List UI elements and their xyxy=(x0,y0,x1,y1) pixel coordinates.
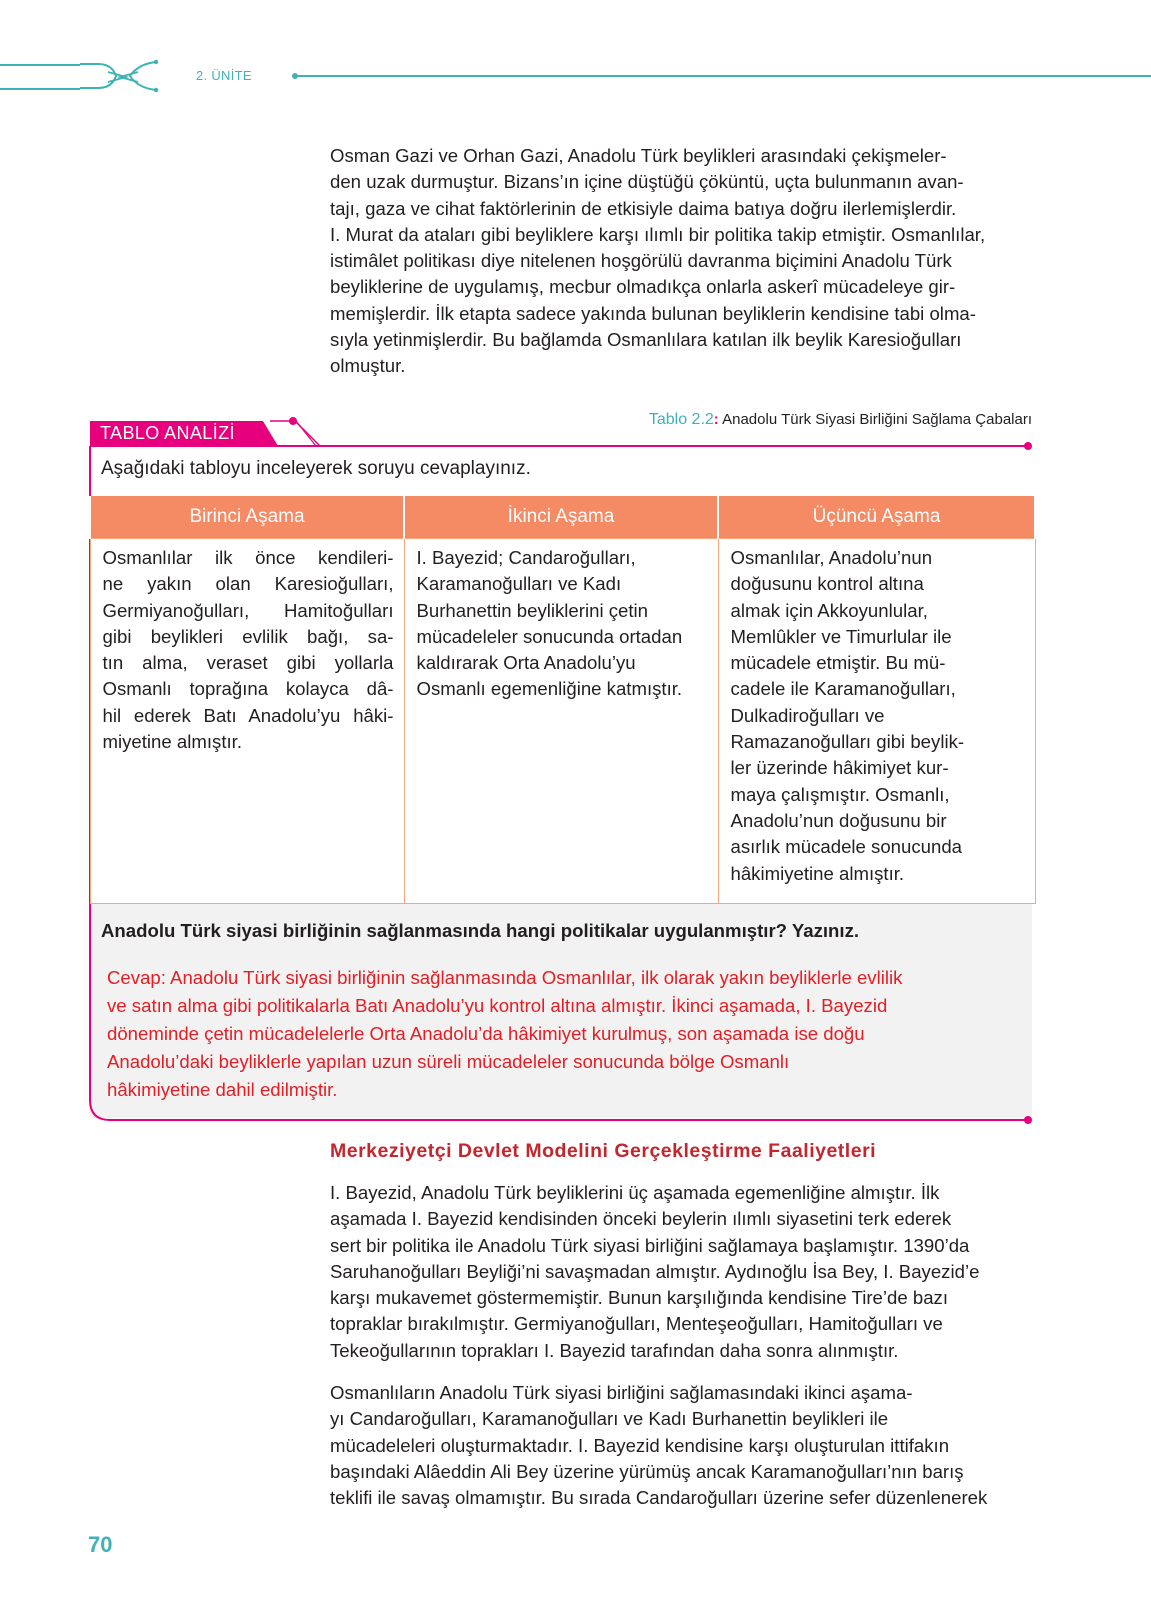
table-header-stage-3: Üçüncü Aşama xyxy=(718,496,1035,539)
cell-line: Osmanlı egemenliğine katmıştır. xyxy=(416,678,683,700)
section-heading: Merkeziyetçi Devlet Modelini Gerçekleştirme Faaliyetleri xyxy=(330,1140,877,1162)
analysis-answer xyxy=(107,964,997,1104)
cell-line: mücadele etmiştir. Bu mü- xyxy=(730,652,946,674)
cell-line: hil ederek Batı Anadolu’yu hâki- xyxy=(102,704,394,726)
paragraph-line: sert bir politika ile Anadolu Türk siyasi birliğini sağlamaya başlamıştır. 1390’da xyxy=(330,1234,970,1256)
answer-line: hâkimiyetine dahil edilmiştir. xyxy=(107,1079,338,1100)
cell-line: mücadeleler sonucunda ortadan xyxy=(416,625,683,647)
cell-line: Karamanoğulları ve Kadı xyxy=(416,573,622,595)
unit-label: 2. ÜNİTE xyxy=(196,68,252,83)
cell-line: Germiyanoğulları, Hamitoğulları xyxy=(102,599,394,621)
answer-line: Anadolu’daki beyliklerle yapılan uzun süreli mücadeleler sonucunda bölge Osmanlı xyxy=(107,1051,790,1072)
table-caption xyxy=(560,411,1032,429)
intro-line: sıyla yetinmişlerdir. Bu bağlamda Osmanlılara katılan ilk beylik Karesioğulları xyxy=(330,329,962,351)
table-cell-stage-3 xyxy=(718,539,1035,904)
analysis-tab-label: TABLO ANALİZİ xyxy=(100,423,235,443)
table-header-stage-2: İkinci Aşama xyxy=(404,496,718,539)
paragraph-line: mücadeleleri oluşturmaktadır. I. Bayezid kendisine karşı oluşturulan ittifakın xyxy=(330,1434,950,1456)
intro-line: beyliklerine de uygulamış, mecbur olmadıkça onlarla askerî mücadeleye gir- xyxy=(330,276,956,298)
paragraph-line: karşı mukavemet göstermemiştir. Bunun karşılığında kendisine Tire’de bazı xyxy=(330,1287,949,1309)
cell-line: Osmanlı toprağına kolayca dâ- xyxy=(102,678,394,700)
cell-line: hâkimiyetine almıştır. xyxy=(730,862,905,884)
cell-line: tın alma, veraset gibi yollarla xyxy=(102,652,394,674)
cell-line: maya çalışmıştır. Osmanlı, xyxy=(730,783,950,805)
answer-line: ve satın alma gibi politikalarla Batı Anadolu’yu kontrol altına almıştır. İkinci aşamada, I. Bayezid xyxy=(107,995,888,1016)
analysis-instruction: Aşağıdaki tabloyu inceleyerek soruyu cevaplayınız. xyxy=(101,458,531,479)
intro-line: I. Murat da ataları gibi beyliklere karşı ılımlı bir politika takip etmiştir. Osmanlılar, xyxy=(330,223,986,245)
intro-line: tajı, gaza ve cihat faktörlerinin de etkisiyle daima batıya doğru ilerlemişlerdir. xyxy=(330,197,957,219)
answer-line: döneminde çetin mücadelelerle Orta Anadolu’da hâkimiyet kurulmuş, son aşamada ise doğu xyxy=(107,1023,865,1044)
table-cell-stage-2 xyxy=(404,539,718,904)
cell-line: ler üzerinde hâkimiyet kur- xyxy=(730,757,949,779)
cell-line: asırlık mücadele sonucunda xyxy=(730,836,963,858)
table-cell-stage-1 xyxy=(90,539,404,904)
stages-table xyxy=(89,496,1036,904)
cell-line: kaldırarak Orta Anadolu’yu xyxy=(416,652,636,674)
paragraph-line: I. Bayezid, Anadolu Türk beyliklerini üç aşamada egemenliğine almıştır. İlk xyxy=(330,1182,940,1203)
paragraph-line: Osmanlıların Anadolu Türk siyasi birliğini sağlamasındaki ikinci aşama- xyxy=(330,1382,913,1403)
intro-line: Osman Gazi ve Orhan Gazi, Anadolu Türk beylikleri arasındaki çekişmeler- xyxy=(330,145,947,166)
table-header-stage-1: Birinci Aşama xyxy=(90,496,404,539)
intro-line: memişlerdir. İlk etapta sadece yakında bulunan beyliklerin kendisine tabi olma- xyxy=(330,302,976,324)
paragraph-line: Saruhanoğulları Beyliği’ni savaşmadan almıştır. Aydınoğlu İsa Bey, I. Bayezid’e xyxy=(330,1260,980,1282)
cell-line: cadele ile Karamanoğulları, xyxy=(730,678,956,700)
table-caption-prefix: Tablo 2.2 xyxy=(648,411,714,428)
cell-line: doğusunu kontrol altına xyxy=(730,573,924,595)
cell-line: Dulkadiroğulları ve xyxy=(730,704,885,726)
intro-line: istimâlet politikası diye nitelenen hoşgörülü davranma biçimini Anadolu Türk xyxy=(330,250,952,272)
paragraph-line: yı Candaroğulları, Karamanoğulları ve Kadı Burhanettin beylikleri ile xyxy=(330,1408,889,1430)
table-caption-text: Anadolu Türk Siyasi Birliğini Sağlama Çabaları xyxy=(718,411,1032,428)
paragraph-line: Tekeoğullarının toprakları I. Bayezid tarafından daha sonra alınmıştır. xyxy=(330,1339,899,1361)
analysis-question: Anadolu Türk siyasi birliğinin sağlanmasında hangi politikalar uygulanmıştır? Yazınız. xyxy=(101,920,860,941)
paragraph-line: aşamada I. Bayezid kendisinden önceki beylerin ılımlı siyasetini terk ederek xyxy=(330,1208,952,1230)
cell-line: miyetine almıştır. xyxy=(102,731,242,753)
intro-line: den uzak durmuştur. Bizans’ın içine düştüğü çöküntü, uçta bulunmanın avan- xyxy=(330,171,964,193)
cell-line: Ramazanoğulları gibi beylik- xyxy=(730,731,965,753)
paragraph-line: teklifi ile savaş olmamıştır. Bu sırada Candaroğulları üzerine sefer düzenlenerek xyxy=(330,1487,988,1509)
cell-line: almak için Akkoyunlular, xyxy=(730,599,928,621)
section-paragraph-2 xyxy=(330,1380,1032,1511)
paragraph-line: başındaki Alâeddin Ali Bey üzerine yürümüş ancak Karamanoğulları’nın barış xyxy=(330,1460,964,1482)
cell-line: gibi beylikleri evlilik bağı, sa- xyxy=(102,625,394,647)
cell-line: Osmanlılar ilk önce kendileri- xyxy=(102,547,394,568)
section-paragraph-1 xyxy=(330,1180,1032,1364)
answer-line: Cevap: Anadolu Türk siyasi birliğinin sağlanmasında Osmanlılar, ilk olarak yakın beyliklerle evlilik xyxy=(107,967,903,988)
cell-line: Memlûkler ve Timurlular ile xyxy=(730,625,952,647)
cell-line: I. Bayezid; Candaroğulları, xyxy=(416,547,636,568)
cell-line: ne yakın olan Karesioğulları, xyxy=(102,573,394,595)
intro-line: olmuştur. xyxy=(330,355,406,377)
paragraph-line: topraklar bırakılmıştır. Germiyanoğulları, Menteşeoğulları, Hamitoğulları ve xyxy=(330,1313,943,1335)
page-number: 70 xyxy=(88,1532,113,1557)
table-caption-colon: : xyxy=(713,411,719,428)
cell-line: Burhanettin beyliklerini çetin xyxy=(416,599,649,621)
cell-line: Anadolu’nun doğusunu bir xyxy=(730,809,947,831)
cell-line: Osmanlılar, Anadolu’nun xyxy=(730,547,933,568)
